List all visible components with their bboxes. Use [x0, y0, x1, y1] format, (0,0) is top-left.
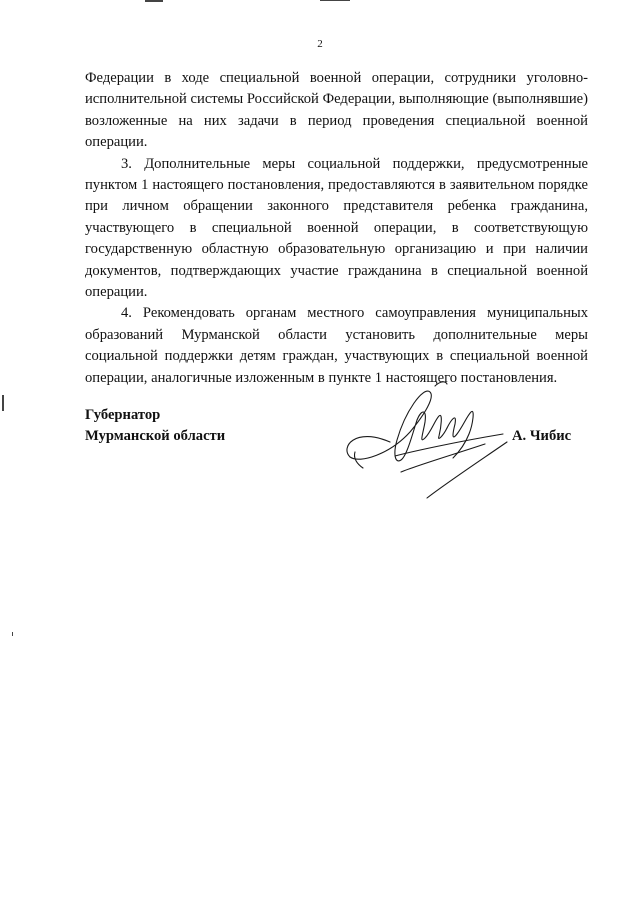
signatory-name: А. Чибис	[512, 428, 572, 444]
signatory-title-line2: Мурманской области	[85, 428, 226, 445]
scan-artifact	[2, 395, 4, 411]
scan-artifact	[145, 0, 163, 2]
scan-artifact	[12, 632, 13, 636]
signatory-title	[85, 405, 225, 448]
signatory-title-line1: Губернатор	[85, 407, 161, 423]
paragraph-continuation: Федерации в ходе специальной военной операции, сотрудники уголовно-исполнительной системы Российской Федерации, выполняющие (выполнявшие) возложенные на них задачи в период проведения специальной военной операции.	[85, 70, 588, 151]
handwritten-signature	[335, 372, 515, 502]
paragraph-3: 3. Дополнительные меры социальной поддержки, предусмотренные пунктом 1 настоящего постановления, предоставляются в заявительном порядке при личном обращении законного представителя ребенка гражданина, участвующего в специальной военной операции, в соответствующую государственную областную образовательную организацию и при наличии документов, подтверждающих участие гражданина в специальной военной операции.	[85, 155, 588, 301]
paragraph-4: 4. Рекомендовать органам местного самоуправления муниципальных образований Мурманской области установить дополнительные меры социальной поддержки детям граждан, участвующих в специальной военной операции, аналогичные изложенным в пункте 1 настоящего постановления.	[85, 305, 588, 386]
scan-artifact	[320, 0, 350, 1]
document-body	[85, 68, 588, 389]
page-number: 2	[317, 38, 323, 50]
